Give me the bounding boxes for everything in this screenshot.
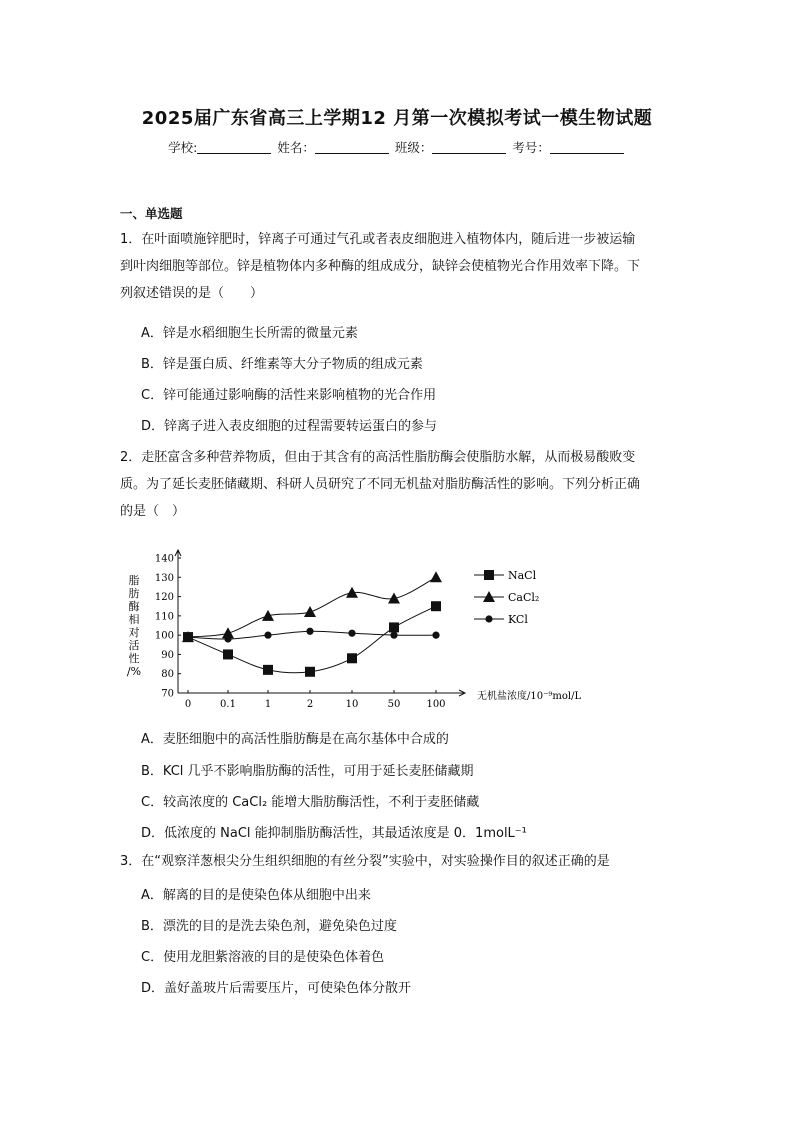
- x-tick-label: 100: [426, 699, 446, 710]
- y-tick-label: 100: [154, 630, 174, 642]
- lipase-activity-chart: [120, 540, 620, 710]
- question-1-option-c[interactable]: C．锌可能通过影响酶的活性来影响植物的光合作用: [141, 388, 437, 403]
- class-blank[interactable]: [432, 141, 506, 154]
- data-point-square: [431, 601, 441, 611]
- y-axis-label-char: 性: [128, 652, 140, 665]
- y-tick-label: 70: [161, 688, 174, 700]
- class-label: 班级：: [394, 140, 433, 155]
- y-axis-label-char: 脂: [128, 574, 140, 587]
- y-axis-label-char: 活: [128, 639, 140, 652]
- y-axis-label: [127, 573, 141, 678]
- data-point-circle: [306, 628, 313, 635]
- y-tick-label: 110: [154, 611, 174, 623]
- question-3-option-b[interactable]: B．漂洗的目的是洗去染色剂，避免染色过度: [141, 919, 397, 934]
- question-2-option-c[interactable]: C．较高浓度的 CaCl₂ 能增大脂肪酶活性，不利于麦胚储藏: [141, 795, 480, 810]
- y-ticks: [155, 554, 181, 700]
- question-3-line-1: 3．在“观察洋葱根尖分生组织细胞的有丝分裂”实验中，对实验操作目的叙述正确的是: [120, 854, 610, 869]
- data-point-circle: [264, 632, 271, 639]
- x-tick-label: 10: [345, 699, 359, 710]
- data-point-circle: [390, 632, 397, 639]
- data-point-circle: [432, 632, 439, 639]
- y-axis-label-char: /%: [126, 665, 142, 678]
- name-label: 姓名：: [277, 140, 315, 155]
- legend-label: KCl: [508, 613, 528, 626]
- question-2-option-b[interactable]: B．KCl 几乎不影响脂肪酶的活性，可用于延长麦胚储藏期: [141, 764, 474, 779]
- school-label: 学校:: [168, 140, 198, 155]
- question-3-option-c[interactable]: C．使用龙胆紫溶液的目的是使染色体着色: [141, 950, 385, 965]
- y-axis-label-char: 肪: [128, 587, 140, 600]
- y-tick-label: 120: [154, 592, 174, 604]
- legend-label: NaCl: [508, 569, 537, 582]
- question-3-option-a[interactable]: A．解离的目的是使染色体从细胞中出来: [141, 888, 371, 903]
- data-point-square: [389, 622, 399, 632]
- question-1-option-b[interactable]: B．锌是蛋白质、纤维素等大分子物质的组成元素: [141, 357, 423, 372]
- school-blank[interactable]: [197, 141, 271, 154]
- x-tick-label: 50: [387, 699, 401, 710]
- student-info-line: [0, 138, 794, 156]
- question-1-option-d[interactable]: D．锌离子进入表皮细胞的过程需要转运蛋白的参与: [141, 419, 438, 434]
- question-2-line-2: 质。为了延长麦胚储藏期、科研人员研究了不同无机盐对脂肪酶活性的影响。下列分析正确: [120, 477, 641, 492]
- data-point-square: [305, 667, 315, 677]
- x-tick-label: 1: [264, 699, 272, 710]
- y-axis-label-char: 相: [128, 613, 140, 626]
- section-heading: 一、单选题: [120, 206, 183, 221]
- y-axis-label-char: 酶: [128, 600, 140, 613]
- x-tick-label: 2: [306, 699, 314, 710]
- question-2-option-d[interactable]: D．低浓度的 NaCl 能抑制脂肪酶活性，其最适浓度是 0．1molL⁻¹: [141, 826, 527, 841]
- y-tick-label: 90: [161, 649, 174, 661]
- y-tick-label: 130: [154, 572, 174, 584]
- data-point-circle: [224, 635, 231, 642]
- x-tick-label: 0.1: [220, 699, 236, 710]
- data-point-triangle: [388, 593, 400, 604]
- y-axis-label-char: 对: [128, 626, 140, 639]
- question-2-line-1: 2．走胚富含多种营养物质，但由于其含有的高活性脂肪酶会使脂肪水解，从而极易酸败变: [120, 450, 636, 465]
- legend-marker-circle: [485, 615, 492, 622]
- question-2-option-a[interactable]: A．麦胚细胞中的高活性脂肪酶是在高尔基体中合成的: [141, 732, 449, 747]
- x-tick-label: 0: [184, 699, 192, 710]
- y-tick-label: 140: [154, 553, 174, 565]
- legend-label: CaCl₂: [508, 591, 540, 604]
- question-1-line-1: 1．在叶面喷施锌肥时，锌离子可通过气孔或者表皮细胞进入植物体内，随后进一步被运输: [120, 232, 636, 247]
- question-2-line-3: 的是（ ）: [120, 504, 186, 519]
- question-2-stem: [120, 444, 680, 525]
- axes: [175, 550, 465, 696]
- question-3-option-d[interactable]: D．盖好盖玻片后需要压片，可使染色体分散开: [141, 981, 412, 996]
- data-point-circle: [348, 630, 355, 637]
- question-1-line-3: 列叙述错误的是（ ）: [120, 286, 264, 301]
- name-blank[interactable]: [315, 141, 389, 154]
- legend: [474, 569, 539, 626]
- data-point-circle: [184, 633, 191, 640]
- legend-marker-square: [484, 570, 494, 580]
- data-point-square: [263, 665, 273, 675]
- question-1-stem: [120, 226, 680, 307]
- question-1-option-a[interactable]: A．锌是水稻细胞生长所需的微量元素: [141, 326, 358, 341]
- id-label: 考号：: [512, 140, 550, 155]
- question-3-stem: [120, 848, 680, 875]
- data-point-square: [223, 649, 233, 659]
- y-tick-label: 80: [161, 669, 174, 681]
- series: [182, 571, 442, 677]
- data-point-triangle: [430, 571, 442, 582]
- exam-title: 2025届广东省高三上学期12 月第一次模拟考试一模生物试题: [141, 108, 653, 129]
- x-axis-label: 无机盐浓度/10⁻⁹mol/L: [477, 691, 582, 702]
- data-point-triangle: [304, 606, 316, 617]
- question-1-line-2: 到叶肉细胞等部位。锌是植物体内多种酶的组成成分，缺锌会使植物光合作用效率下降。下: [120, 259, 641, 274]
- data-point-square: [347, 653, 357, 663]
- id-blank[interactable]: [550, 141, 624, 154]
